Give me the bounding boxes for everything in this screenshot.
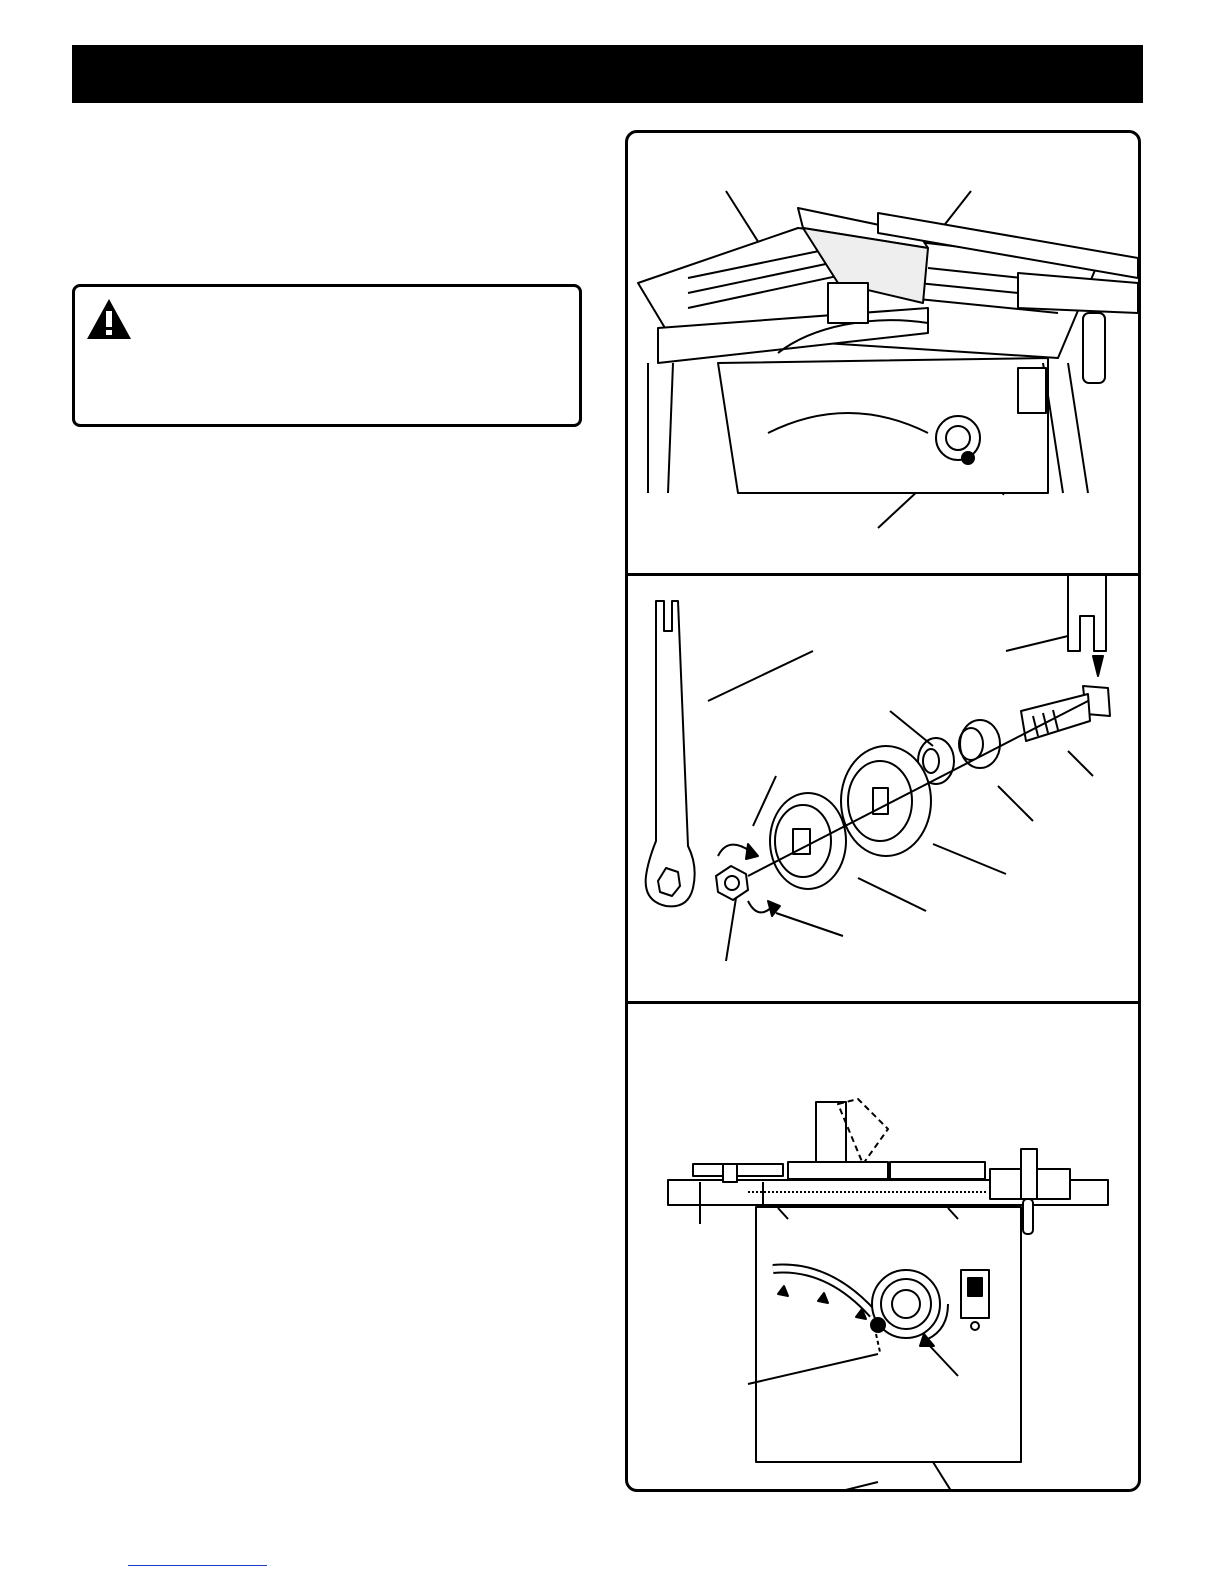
figure-frame (625, 130, 1141, 1492)
bevel-adjust-illustration (628, 1004, 1141, 1492)
table-saw-illustration (628, 133, 1141, 573)
warning-box (72, 284, 582, 427)
arbor-parts-illustration (628, 576, 1141, 1001)
warning-triangle-icon (85, 297, 133, 341)
footer-link-rule (128, 1565, 267, 1566)
header-bar (72, 45, 1143, 103)
